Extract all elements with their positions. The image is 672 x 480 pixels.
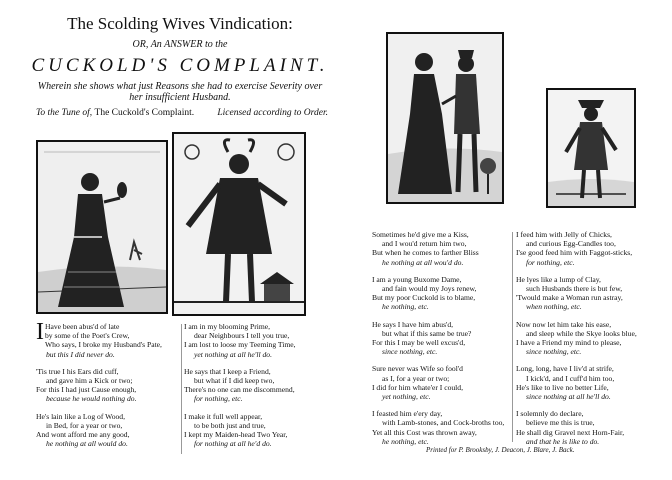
ballad-description: Wherein she shows what just Reasons she had to exercise Severity over her insufficient Husband. xyxy=(37,81,323,103)
column-divider-left xyxy=(181,324,182,454)
verse-line: For this I may be well excus'd, xyxy=(372,338,466,348)
verse-line: He's lain like a Log of Wood, xyxy=(36,411,125,421)
verse-line: I am lost to loose my Teeming Time, xyxy=(184,340,296,350)
verse-line: by some of the Poet's Crew, xyxy=(45,331,130,341)
verse-line: And wont afford me any good, xyxy=(36,430,130,440)
stanza xyxy=(372,320,512,357)
stanza xyxy=(372,230,512,267)
verse-line: and curious Egg-Candles too, xyxy=(526,239,616,249)
verse-line: I feed him with Jelly of Chicks, xyxy=(516,230,612,239)
verse-refrain: when nothing, etc. xyxy=(526,302,582,312)
verse-line: Now now let him take his ease, xyxy=(516,319,612,329)
tune-name: The Cuckold's Complaint. xyxy=(94,108,195,118)
verse-refrain: yet nothing at all he'll do. xyxy=(194,349,272,359)
stanza xyxy=(36,367,178,404)
woodcut-lady-with-fan xyxy=(36,140,168,314)
verse-column-2 xyxy=(184,322,334,448)
ballad-big-title: CUCKOLD'S COMPLAINT. xyxy=(31,55,329,76)
verse-line: I am a young Buxome Dame, xyxy=(372,274,462,284)
stanza xyxy=(184,322,334,359)
verse-line: For this I had just Cause enough, xyxy=(36,385,137,395)
verse-line: 'Tis true I his Ears did cuff, xyxy=(36,366,119,376)
verse-refrain: since nothing at all he'll do. xyxy=(526,392,611,402)
tune-prefix: To the Tune of, xyxy=(36,108,93,118)
verse-refrain: he nothing at all wou'd do. xyxy=(382,257,464,267)
verse-line: He shall dig Gravel next Horn-Fair, xyxy=(516,427,625,437)
verse-line: but what if this same be true? xyxy=(382,328,472,338)
verse-column-4 xyxy=(516,230,666,446)
verse-line: such Husbands there is but few, xyxy=(526,284,623,294)
ballad-title: The Scolding Wives Vindication: xyxy=(67,14,293,33)
verse-line: I'se good feed him with Faggot-sticks, xyxy=(516,248,633,258)
verse-column-1 xyxy=(36,319,178,449)
column-divider-right xyxy=(512,232,513,442)
stanza xyxy=(372,275,512,312)
verse-refrain: for nothing, etc. xyxy=(194,394,243,404)
printer-imprint: Printed for P. Brooksby, J. Deacon, J. Blare, J. Back. xyxy=(426,446,575,454)
verse-line: as I, for a year or two; xyxy=(382,373,450,383)
verse-column-3 xyxy=(372,230,512,446)
verse-refrain: since nothing, etc. xyxy=(382,347,438,357)
stanza xyxy=(516,364,666,401)
stanza xyxy=(516,275,666,312)
stanza xyxy=(36,412,178,449)
woodcut-horned-man xyxy=(172,132,306,316)
verse-line: dear Neighbours I tell you true, xyxy=(194,331,290,341)
verse-refrain: but this I did never do. xyxy=(46,349,115,359)
verse-line: I have a Friend my mind to please, xyxy=(516,338,622,348)
verse-line: Who says, I broke my Husband's Pate, xyxy=(45,340,162,350)
stanza xyxy=(184,367,334,404)
verse-line: and fain would my Joys renew, xyxy=(382,284,477,294)
verse-line: Have been abus'd of late xyxy=(45,322,120,331)
verse-refrain: he nothing, etc. xyxy=(382,436,429,446)
verse-refrain: since nothing, etc. xyxy=(526,347,582,357)
license-note: Licensed according to Order. xyxy=(217,108,328,118)
verse-line: and I wou'd return him two, xyxy=(382,239,467,249)
verse-line: There's no one can me discommend, xyxy=(184,385,295,395)
ballad-subtitle: OR, An ANSWER to the xyxy=(132,39,228,50)
verse-line: He's like to live no better Life, xyxy=(516,382,609,392)
stanza xyxy=(516,409,666,446)
woodcut-couple xyxy=(386,32,504,204)
verse-line: and gave him a Kick or two; xyxy=(46,376,133,386)
verse-refrain: and that he is like to do. xyxy=(526,436,600,446)
verse-line: I solemnly do declare, xyxy=(516,409,584,419)
verse-line: I make it full well appear, xyxy=(184,411,263,421)
verse-line: He says that I keep a Friend, xyxy=(184,366,271,376)
verse-line: I feasted him e'ery day, xyxy=(372,409,443,419)
verse-line: 'Twould make a Woman run astray, xyxy=(516,293,623,303)
verse-line: to be both just and true, xyxy=(194,420,266,430)
verse-refrain: he nothing at all would do. xyxy=(46,439,128,449)
verse-line: He says I have him abus'd, xyxy=(372,319,454,329)
stanza xyxy=(516,320,666,357)
verse-line: But when he comes to farther Bliss xyxy=(372,248,479,258)
tune-line xyxy=(36,108,328,118)
verse-refrain: because he would nothing do. xyxy=(46,394,137,404)
woodcut-man-in-hat xyxy=(546,88,636,208)
stanza xyxy=(184,412,334,449)
verse-line: believe me this is true, xyxy=(526,418,595,428)
verse-line: Yet all this Cost was thrown away, xyxy=(372,427,477,437)
verse-refrain: yet nothing, etc. xyxy=(382,392,431,402)
verse-line: I am in my blooming Prime, xyxy=(184,322,271,331)
verse-line: in Bed, for a year or two, xyxy=(46,420,123,430)
verse-line: with Lamb-stones, and Cock-broths too, xyxy=(382,418,505,428)
verse-line: Sometimes he'd give me a Kiss, xyxy=(372,230,469,239)
stanza xyxy=(372,364,512,401)
verse-refrain: for nothing, etc. xyxy=(526,257,575,267)
stanza xyxy=(372,409,512,446)
verse-line: I did for him whate'er I could, xyxy=(372,382,463,392)
verse-line: But my poor Cuckold is to blame, xyxy=(372,293,476,303)
verse-refrain: he nothing, etc. xyxy=(382,302,429,312)
verse-refrain: for nothing at all he'd do. xyxy=(194,439,272,449)
drop-cap: I xyxy=(36,319,44,345)
verse-line: I kept my Maiden-head Two Year, xyxy=(184,430,288,440)
stanza xyxy=(516,230,666,267)
verse-line: He lyes like a lump of Clay, xyxy=(516,274,601,284)
verse-line: I kick'd, and I cuff'd him too, xyxy=(526,373,615,383)
verse-line: but what if I did keep two, xyxy=(194,376,275,386)
stanza xyxy=(36,319,178,359)
verse-line: and sleep while the Skye looks blue, xyxy=(526,328,637,338)
verse-line: Sure never was Wife so fool'd xyxy=(372,364,463,374)
verse-line: Long, long, have I liv'd at strife, xyxy=(516,364,614,374)
